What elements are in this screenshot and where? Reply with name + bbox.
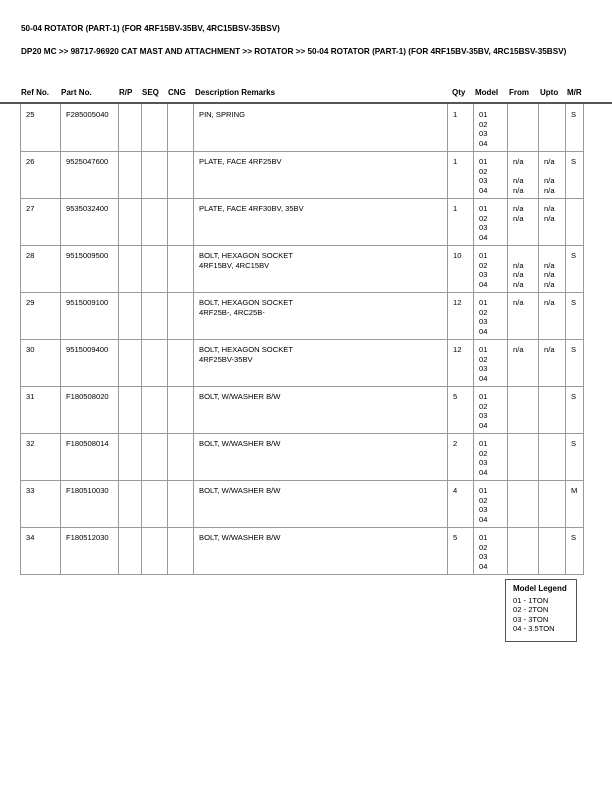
description-line: 4RF25B-, 4RC25B- — [199, 307, 265, 317]
from-line — [513, 167, 538, 177]
seq-cell — [141, 292, 167, 339]
from-line — [513, 120, 538, 130]
qty-cell: 4 — [447, 480, 473, 527]
from-line — [513, 139, 538, 149]
upto-line: n/a — [544, 270, 555, 280]
model-line: 03 — [479, 411, 488, 421]
model-line: 01 — [479, 298, 488, 307]
mr-cell: S — [565, 292, 584, 339]
mr-cell — [565, 198, 584, 245]
upto-line — [544, 449, 565, 459]
description-cell — [193, 527, 447, 574]
from-cell — [507, 433, 538, 480]
from-cell — [507, 480, 538, 527]
model-line: 03 — [479, 364, 488, 374]
upto-line — [544, 421, 565, 431]
upto-cell — [538, 339, 565, 386]
model-line: 02 — [479, 354, 488, 364]
qty-cell: 2 — [447, 433, 473, 480]
description-line: 4RF15BV, 4RC15BV — [199, 260, 270, 270]
model-line: 01 — [479, 486, 488, 495]
upto-line: n/a — [544, 204, 555, 213]
upto-line — [544, 374, 565, 384]
seq-cell — [141, 104, 167, 151]
cng-cell — [167, 433, 193, 480]
model-line: 04 — [479, 138, 488, 148]
description-cell — [193, 198, 447, 245]
description-line: 4RF25BV-35BV — [199, 354, 253, 364]
mr-cell: M — [565, 480, 584, 527]
upto-line — [544, 458, 565, 468]
part-no-cell: F180508014 — [60, 433, 118, 480]
upto-line: n/a — [544, 185, 555, 195]
qty-cell: 1 — [447, 104, 473, 151]
upto-line — [544, 505, 565, 515]
model-cell — [473, 433, 507, 480]
header-rp: R/P — [119, 88, 133, 97]
from-cell — [507, 151, 538, 198]
description-cell — [193, 245, 447, 292]
from-cell — [507, 245, 538, 292]
qty-cell: 1 — [447, 198, 473, 245]
header-seq: SEQ — [142, 88, 159, 97]
upto-line — [544, 327, 565, 337]
upto-line — [544, 364, 565, 374]
model-line: 04 — [479, 326, 488, 336]
ref-no-cell: 34 — [20, 527, 60, 574]
qty-cell: 1 — [447, 151, 473, 198]
model-line: 02 — [479, 307, 488, 317]
rp-cell — [118, 480, 141, 527]
ref-no-cell: 30 — [20, 339, 60, 386]
upto-line — [544, 543, 565, 553]
description-line: PLATE, FACE 4RF25BV — [199, 157, 282, 166]
from-line — [513, 374, 538, 384]
from-line — [513, 439, 538, 449]
cng-cell — [167, 198, 193, 245]
from-line: n/a — [513, 185, 524, 195]
description-line: PLATE, FACE 4RF30BV, 35BV — [199, 204, 304, 213]
part-no-cell: 9515009100 — [60, 292, 118, 339]
from-line — [513, 421, 538, 431]
upto-line — [544, 167, 565, 177]
model-line: 01 — [479, 392, 488, 401]
model-line: 04 — [479, 279, 488, 289]
rp-cell — [118, 527, 141, 574]
from-line — [513, 533, 538, 543]
part-no-cell: F180512030 — [60, 527, 118, 574]
upto-line — [544, 223, 565, 233]
model-line: 04 — [479, 514, 488, 524]
table-row — [20, 527, 584, 575]
upto-line — [544, 562, 565, 572]
upto-cell — [538, 151, 565, 198]
upto-line — [544, 411, 565, 421]
upto-line — [544, 496, 565, 506]
mr-cell: S — [565, 433, 584, 480]
legend-item: 02 - 2TON — [513, 605, 549, 615]
from-line — [513, 392, 538, 402]
model-line: 02 — [479, 260, 488, 270]
cng-cell — [167, 151, 193, 198]
qty-cell: 5 — [447, 527, 473, 574]
from-line — [513, 355, 538, 365]
upto-cell — [538, 386, 565, 433]
model-line: 01 — [479, 439, 488, 448]
ref-no-cell: 25 — [20, 104, 60, 151]
upto-line — [544, 552, 565, 562]
from-line: n/a — [513, 345, 524, 354]
breadcrumb: DP20 MC >> 98717-96920 CAT MAST AND ATTACHMENT >> ROTATOR >> 50-04 ROTATOR (PART-1) (FOR 4RF15BV-35BV, 4RC15BSV-35BSV) — [21, 47, 567, 56]
seq-cell — [141, 433, 167, 480]
header-ref-no: Ref No. — [21, 88, 49, 97]
upto-cell — [538, 198, 565, 245]
mr-cell: S — [565, 245, 584, 292]
qty-cell: 10 — [447, 245, 473, 292]
part-no-cell: 9515009400 — [60, 339, 118, 386]
model-line: 02 — [479, 448, 488, 458]
model-line: 04 — [479, 467, 488, 477]
part-no-cell: F285005040 — [60, 104, 118, 151]
from-line — [513, 317, 538, 327]
table-row — [20, 386, 584, 434]
from-line — [513, 251, 538, 261]
from-line — [513, 223, 538, 233]
table-row — [20, 245, 584, 293]
qty-cell: 12 — [447, 339, 473, 386]
part-no-cell: 9535032400 — [60, 198, 118, 245]
ref-no-cell: 29 — [20, 292, 60, 339]
model-line: 01 — [479, 533, 488, 542]
ref-no-cell: 32 — [20, 433, 60, 480]
header-qty: Qty — [452, 88, 466, 97]
seq-cell — [141, 151, 167, 198]
upto-line — [544, 129, 565, 139]
from-cell — [507, 198, 538, 245]
description-cell — [193, 433, 447, 480]
model-line: 01 — [479, 110, 488, 119]
rp-cell — [118, 339, 141, 386]
qty-cell: 5 — [447, 386, 473, 433]
seq-cell — [141, 386, 167, 433]
description-cell — [193, 339, 447, 386]
header-model: Model — [475, 88, 499, 97]
from-line — [513, 364, 538, 374]
upto-line — [544, 120, 565, 130]
model-line: 01 — [479, 251, 488, 260]
header-from: From — [509, 88, 529, 97]
model-cell — [473, 292, 507, 339]
description-cell — [193, 386, 447, 433]
table-row — [20, 480, 584, 528]
description-line: BOLT, W/WASHER B/W — [199, 439, 281, 448]
model-line: 04 — [479, 561, 488, 571]
mr-cell: S — [565, 339, 584, 386]
model-line: 02 — [479, 119, 488, 129]
upto-line — [544, 533, 565, 543]
model-line: 02 — [479, 166, 488, 176]
table-row — [20, 292, 584, 340]
from-line — [513, 505, 538, 515]
table-row — [20, 151, 584, 199]
from-line — [513, 402, 538, 412]
upto-line — [544, 402, 565, 412]
cng-cell — [167, 480, 193, 527]
from-line: n/a — [513, 270, 524, 280]
from-cell — [507, 104, 538, 151]
part-no-cell: F180508020 — [60, 386, 118, 433]
model-line: 03 — [479, 458, 488, 468]
part-no-cell: 9515009500 — [60, 245, 118, 292]
description-cell — [193, 151, 447, 198]
table-row — [20, 198, 584, 246]
model-cell — [473, 386, 507, 433]
model-line: 02 — [479, 213, 488, 223]
from-line: n/a — [513, 298, 524, 307]
model-line: 03 — [479, 176, 488, 186]
mr-cell: S — [565, 386, 584, 433]
description-line: BOLT, W/WASHER B/W — [199, 392, 281, 401]
upto-line — [544, 515, 565, 525]
description-cell — [193, 292, 447, 339]
model-line: 03 — [479, 505, 488, 515]
description-cell — [193, 480, 447, 527]
upto-line — [544, 251, 565, 261]
model-line: 04 — [479, 232, 488, 242]
model-line: 04 — [479, 373, 488, 383]
upto-cell — [538, 292, 565, 339]
from-line — [513, 515, 538, 525]
upto-line — [544, 392, 565, 402]
upto-cell — [538, 480, 565, 527]
model-line: 01 — [479, 204, 488, 213]
description-line: BOLT, HEXAGON SOCKET — [199, 298, 293, 307]
seq-cell — [141, 245, 167, 292]
from-line: n/a — [513, 279, 524, 289]
model-line: 04 — [479, 185, 488, 195]
qty-cell: 12 — [447, 292, 473, 339]
table-row — [20, 104, 584, 152]
mr-cell: S — [565, 151, 584, 198]
model-cell — [473, 527, 507, 574]
rp-cell — [118, 104, 141, 151]
from-line — [513, 552, 538, 562]
from-line: n/a — [513, 213, 524, 223]
upto-line: n/a — [544, 298, 555, 307]
rp-cell — [118, 198, 141, 245]
upto-line — [544, 355, 565, 365]
upto-line — [544, 486, 565, 496]
legend-item: 01 - 1TON — [513, 595, 549, 605]
description-cell — [193, 104, 447, 151]
model-legend — [505, 579, 577, 642]
header-upto: Upto — [540, 88, 559, 97]
from-line — [513, 486, 538, 496]
header-description: Description Remarks — [195, 88, 276, 97]
from-line: n/a — [513, 260, 524, 270]
model-line: 03 — [479, 223, 488, 233]
from-line: n/a — [513, 176, 524, 186]
cng-cell — [167, 292, 193, 339]
model-cell — [473, 151, 507, 198]
model-legend-title: Model Legend — [513, 584, 567, 593]
ref-no-cell: 33 — [20, 480, 60, 527]
model-line: 03 — [479, 270, 488, 280]
upto-line — [544, 233, 565, 243]
upto-line — [544, 139, 565, 149]
rp-cell — [118, 245, 141, 292]
cng-cell — [167, 386, 193, 433]
part-no-cell: 9525047600 — [60, 151, 118, 198]
description-line: BOLT, HEXAGON SOCKET — [199, 345, 293, 354]
model-line: 02 — [479, 542, 488, 552]
legend-item: 04 - 3.5TON — [513, 624, 555, 634]
upto-line: n/a — [544, 260, 555, 270]
description-line: BOLT, HEXAGON SOCKET — [199, 251, 293, 260]
from-line — [513, 327, 538, 337]
upto-cell — [538, 104, 565, 151]
from-line — [513, 543, 538, 553]
cng-cell — [167, 245, 193, 292]
model-line: 03 — [479, 317, 488, 327]
ref-no-cell: 27 — [20, 198, 60, 245]
upto-line: n/a — [544, 176, 555, 186]
from-line — [513, 458, 538, 468]
seq-cell — [141, 339, 167, 386]
upto-line — [544, 317, 565, 327]
from-line — [513, 110, 538, 120]
rp-cell — [118, 151, 141, 198]
model-line: 01 — [479, 157, 488, 166]
cng-cell — [167, 527, 193, 574]
ref-no-cell: 26 — [20, 151, 60, 198]
model-line: 02 — [479, 495, 488, 505]
model-line: 03 — [479, 129, 488, 139]
from-line — [513, 129, 538, 139]
seq-cell — [141, 198, 167, 245]
upto-line: n/a — [544, 213, 555, 223]
upto-line: n/a — [544, 157, 555, 166]
model-line: 04 — [479, 420, 488, 430]
mr-cell: S — [565, 104, 584, 151]
from-line — [513, 449, 538, 459]
from-cell — [507, 339, 538, 386]
from-cell — [507, 386, 538, 433]
description-line: BOLT, W/WASHER B/W — [199, 486, 281, 495]
page-title: 50-04 ROTATOR (PART-1) (FOR 4RF15BV-35BV, 4RC15BSV-35BSV) — [21, 24, 280, 33]
from-line: n/a — [513, 157, 524, 166]
model-cell — [473, 339, 507, 386]
upto-line: n/a — [544, 279, 555, 289]
table-row — [20, 433, 584, 481]
upto-line — [544, 468, 565, 478]
model-cell — [473, 104, 507, 151]
cng-cell — [167, 339, 193, 386]
ref-no-cell: 28 — [20, 245, 60, 292]
upto-line — [544, 110, 565, 120]
from-cell — [507, 292, 538, 339]
upto-line — [544, 439, 565, 449]
header-part-no: Part No. — [61, 88, 92, 97]
model-line: 02 — [479, 401, 488, 411]
part-no-cell: F180510030 — [60, 480, 118, 527]
seq-cell — [141, 527, 167, 574]
model-cell — [473, 245, 507, 292]
upto-cell — [538, 527, 565, 574]
from-line — [513, 233, 538, 243]
model-cell — [473, 480, 507, 527]
from-line — [513, 308, 538, 318]
upto-line — [544, 308, 565, 318]
rp-cell — [118, 386, 141, 433]
model-line: 03 — [479, 552, 488, 562]
from-cell — [507, 527, 538, 574]
header-mr: M/R — [567, 88, 582, 97]
upto-line: n/a — [544, 345, 555, 354]
from-line — [513, 562, 538, 572]
from-line — [513, 411, 538, 421]
upto-cell — [538, 433, 565, 480]
model-line: 01 — [479, 345, 488, 354]
table-row — [20, 339, 584, 387]
from-line — [513, 468, 538, 478]
model-cell — [473, 198, 507, 245]
description-line: PIN, SPRING — [199, 110, 245, 119]
rp-cell — [118, 433, 141, 480]
seq-cell — [141, 480, 167, 527]
from-line — [513, 496, 538, 506]
from-line: n/a — [513, 204, 524, 213]
upto-cell — [538, 245, 565, 292]
cng-cell — [167, 104, 193, 151]
legend-item: 03 - 3TON — [513, 614, 549, 624]
ref-no-cell: 31 — [20, 386, 60, 433]
description-line: BOLT, W/WASHER B/W — [199, 533, 281, 542]
header-cng: CNG — [168, 88, 186, 97]
mr-cell: S — [565, 527, 584, 574]
rp-cell — [118, 292, 141, 339]
